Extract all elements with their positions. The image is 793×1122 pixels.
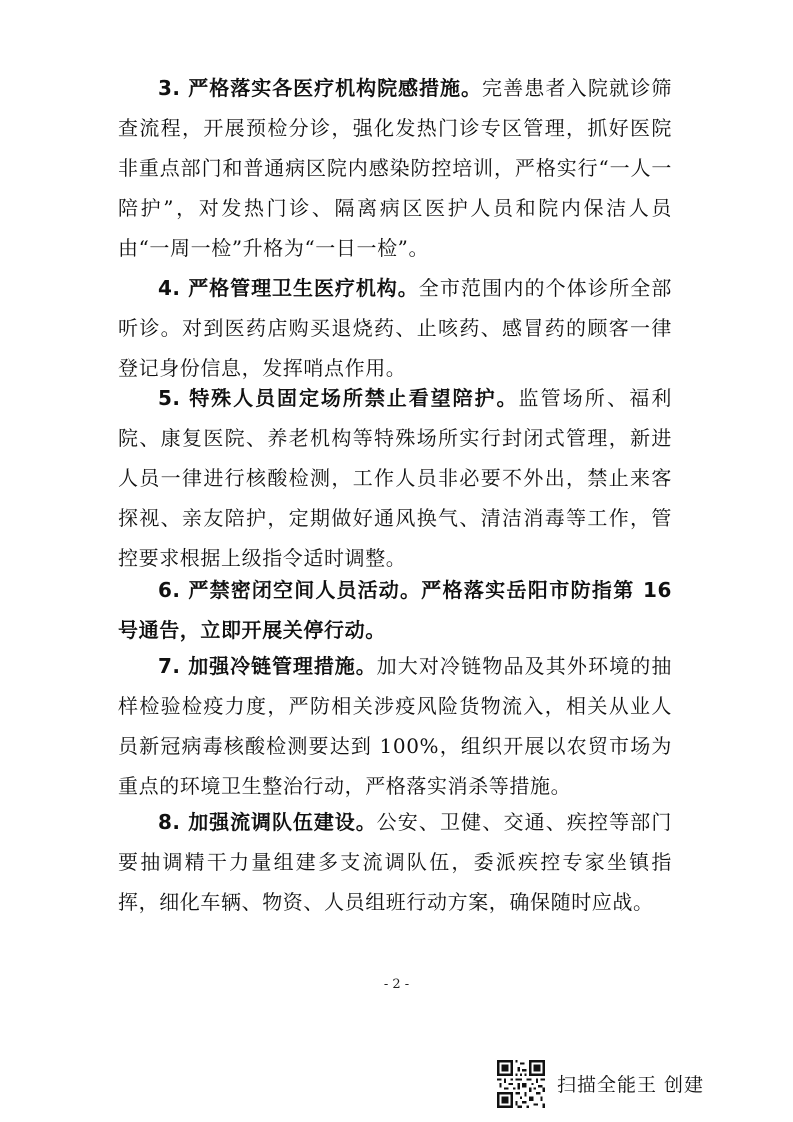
paragraph-7: [118, 646, 672, 806]
qr-code-icon: [497, 1060, 545, 1108]
paragraph-4: [118, 268, 672, 388]
paragraph-8-body: 公安、卫健、交通、疾控等部门要抽调精干力量组建多支流调队伍，委派疾控专家坐镇指挥，细化车辆、物资、人员组班行动方案，确保随时应战。: [118, 810, 672, 914]
paragraph-3-heading: 3. 严格落实各医疗机构院感措施。: [158, 76, 482, 100]
paragraph-5: [118, 378, 672, 578]
paragraph-6-heading: 6. 严禁密闭空间人员活动。: [158, 578, 422, 602]
paragraph-3-body: 完善患者入院就诊筛查流程，开展预检分诊，强化发热门诊专区管理，抓好医院非重点部门和普通病区院内感染防控培训，严格实行“一人一陪护”，对发热门诊、隔离病区医护人员和院内保洁人员由“一周一检”升格为“一日一检”。: [118, 76, 672, 260]
paragraph-8: [118, 802, 672, 922]
paragraph-5-body: 监管场所、福利院、康复医院、养老机构等特殊场所实行封闭式管理，新进人员一律进行核酸检测，工作人员非必要不外出，禁止来客探视、亲友陪护，定期做好通风换气、清洁消毒等工作，管控要求根据上级指令适时调整。: [118, 386, 672, 570]
paragraph-4-body: 全市范围内的个体诊所全部听诊。对到医药店购买退烧药、止咳药、感冒药的顾客一律登记身份信息，发挥哨点作用。: [118, 276, 673, 380]
paragraph-4-heading: 4. 严格管理卫生医疗机构。: [158, 276, 419, 300]
paragraph-6-body: 严格落实岳阳市防指第 16 号通告，立即开展关停行动。: [118, 578, 672, 642]
paragraph-6: [118, 570, 672, 650]
paragraph-7-heading: 7. 加强冷链管理措施。: [158, 654, 377, 678]
paragraph-3: [118, 68, 672, 268]
watermark-text: 扫描全能王 创建: [557, 1074, 705, 1096]
page-number: - 2 -: [383, 977, 410, 992]
scanner-watermark: [497, 1060, 717, 1110]
paragraph-5-heading: 5. 特殊人员固定场所禁止看望陪护。: [158, 386, 519, 410]
paragraph-7-body: 加大对冷链物品及其外环境的抽样检验检疫力度，严防相关涉疫风险货物流入，相关从业人员新冠病毒核酸检测要达到 100%，组织开展以农贸市场为重点的环境卫生整治行动，严格落实消杀等措施。: [118, 654, 672, 798]
paragraph-8-heading: 8. 加强流调队伍建设。: [158, 810, 377, 834]
